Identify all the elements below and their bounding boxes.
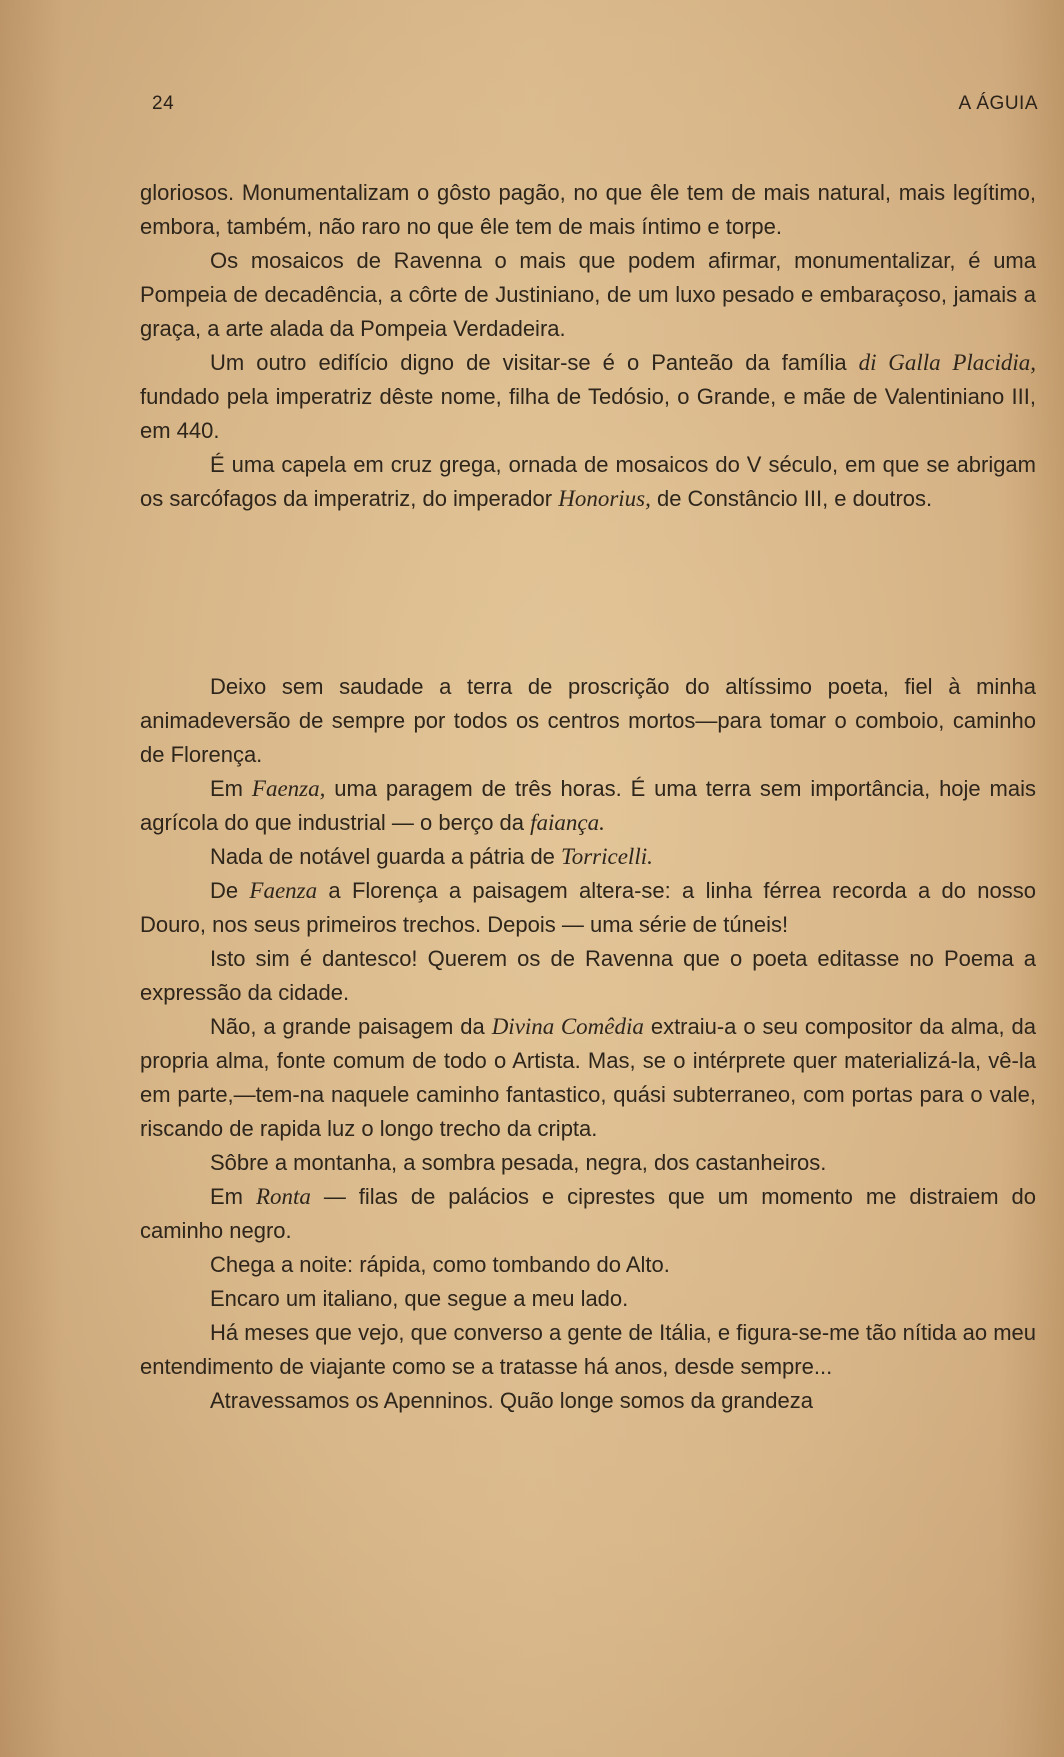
paragraph-text: É uma capela em cruz grega, ornada de mosaicos do V século, em que se abrigam os sarcófagos da imperatriz, do imperador: [140, 452, 1036, 511]
italic-text: Ronta: [255, 1184, 311, 1209]
paragraph: [140, 670, 1036, 772]
paragraph-text: de Constâncio III, e doutros.: [650, 486, 933, 511]
paragraph-text: Atravessamos os Apenninos. Quão longe somos da grandeza: [210, 1388, 813, 1413]
paragraph-text: Encaro um italiano, que segue a meu lado.: [210, 1286, 629, 1311]
italic-text: Torricelli.: [561, 844, 653, 869]
paragraph: [140, 1010, 1036, 1146]
paragraph: [140, 448, 1036, 516]
paragraph-text: fundado pela imperatriz dêste nome, filha de Tedósio, o Grande, e mãe de Valentiniano III, em 440.: [140, 384, 1036, 443]
paragraph-text: Em: [210, 1184, 256, 1209]
paragraph: [140, 1248, 1036, 1282]
paragraph-text: a Florença a paisagem altera-se: a linha férrea recorda a do nosso Douro, nos seus primeiros trechos. Depois — uma série de túneis!: [140, 878, 1036, 937]
paragraph-text: Deixo sem saudade a terra de proscrição do altíssimo poeta, fiel à minha animadeversão de sempre por todos os centros mortos—para tomar o comboio, caminho de Florença.: [140, 674, 1036, 767]
paragraph-text: gloriosos. Monumentalizam o gôsto pagão, no que êle tem de mais natural, mais legítimo, embora, também, não raro no que êle tem de mais íntimo e torpe.: [140, 180, 1036, 239]
paragraph: [140, 176, 1036, 244]
paragraph: [140, 874, 1036, 942]
paragraph-text: Os mosaicos de Ravenna o mais que podem afirmar, monumentalizar, é uma Pompeia de decadência, a côrte de Justiniano, de um luxo pesado e embaraçoso, jamais a graça, a arte alada da Pompeia Verdadeira.: [140, 248, 1036, 341]
paragraph-text: De: [210, 878, 250, 903]
paragraph-text: — filas de palácios e ciprestes que um momento me distraiem do caminho negro.: [140, 1184, 1036, 1243]
paragraph-text: Nada de notável guarda a pátria de: [210, 844, 562, 869]
paragraph: [140, 942, 1036, 1010]
paragraph-text: Isto sim é dantesco! Querem os de Ravenna que o poeta editasse no Poema a expressão da cidade.: [140, 946, 1036, 1005]
italic-text: Honorius,: [558, 486, 651, 511]
paragraph: [140, 1146, 1036, 1180]
paragraph-text: Não, a grande paisagem da: [210, 1014, 492, 1039]
paragraph-text: Em: [210, 776, 252, 801]
paragraph-text: uma paragem de três horas. É uma terra sem importância, hoje mais agrícola do que industrial — o berço da: [140, 776, 1036, 835]
paragraph: [140, 244, 1036, 346]
italic-text: di Galla Placidia,: [858, 350, 1036, 375]
italic-text: faiança.: [530, 810, 605, 835]
paragraph: [140, 1180, 1036, 1248]
paragraph: [140, 772, 1036, 840]
paragraph: [140, 1384, 1036, 1418]
paragraph-text: Sôbre a montanha, a sombra pesada, negra, dos castanheiros.: [210, 1150, 827, 1175]
paragraph: [140, 1282, 1036, 1316]
running-title: A ÁGUIA: [958, 93, 1038, 114]
italic-text: Faenza,: [251, 776, 326, 801]
paragraph-text: Chega a noite: rápida, como tombando do Alto.: [210, 1252, 670, 1277]
paragraph-text: Há meses que vejo, que converso a gente de Itália, e figura-se-me tão nítida ao meu entendimento de viajante como se a tratasse há anos, desde sempre...: [140, 1320, 1036, 1379]
text-section-ravenna: [140, 176, 1036, 516]
paragraph: [140, 840, 1036, 874]
page-number: 24: [152, 93, 175, 114]
italic-text: Faenza: [249, 878, 318, 903]
page-header: [152, 88, 1038, 120]
paragraph: [140, 346, 1036, 448]
text-section-florence: [140, 670, 1036, 1418]
paragraph-text: extraiu-a o seu compositor da alma, da propria alma, fonte comum de todo o Artista. Mas, se o intérprete quer materializá-la, vê-la em parte,—tem-na naquele caminho fantastico, quási subterraneo, com portas para o vale, riscando de rapida luz o longo trecho da cripta.: [140, 1014, 1036, 1141]
paragraph: [140, 1316, 1036, 1384]
paragraph-text: Um outro edifício digno de visitar-se é o Panteão da família: [210, 350, 847, 375]
italic-text: Divina Comêdia: [491, 1014, 644, 1039]
